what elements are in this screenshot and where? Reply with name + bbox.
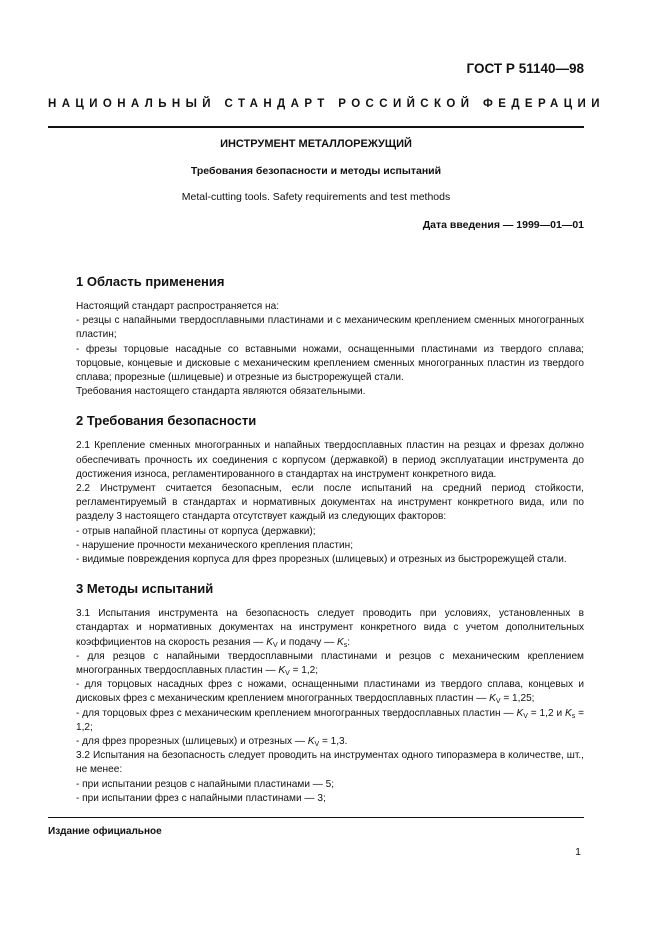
paragraph: 2.2 Инструмент считается безопасным, если после испытаний на средний период стойкости, регламентируемый в стандартах и нормативных документах на инструмент конкретного вида, или по разделу 3 настоящего стандарта отсутствует каждый из следующих факторов: (76, 483, 584, 523)
edition-note: Издание официальное (48, 826, 162, 837)
document-title: ИНСТРУМЕНТ МЕТАЛЛОРЕЖУЩИЙ (220, 138, 412, 150)
paragraph: - при испытании резцов с напайными пластинами — 5; (76, 778, 335, 790)
paragraph: - резцы с напайными твердосплавными пластинами и с механическим креплением сменных многогранных пластин; (76, 315, 584, 341)
paragraph: - для торцовых фрез с механическим креплением многогранных твердосплавных пластин — $K_V = 1,2$ и $K_s = 1,2$; (76, 707, 584, 733)
document-number: ГОСТ Р 51140—98 (466, 61, 584, 76)
paragraph: 3.2 Испытания на безопасность следует проводить на инструментах одного типоразмера в количестве, шт., не менее: (76, 750, 584, 776)
document-subtitle-english: Metal-cutting tools. Safety requirements and test methods (181, 191, 451, 203)
paragraph: - отрыв напайной пластины от корпуса (державки); (76, 525, 316, 537)
title-block (48, 138, 584, 203)
document-body (76, 274, 584, 806)
paragraph: - фрезы торцовые насадные со вставными ножами, оснащенными пластинами из твердого сплава; торцовые, концевые и дисковые с механическим креплением сменных многогранных пластин из твердого сплава; прорезные (шлицевые) и отрезные из быстрорежущей стали. (76, 343, 584, 384)
paragraph: - нарушение прочности механического крепления пластин; (76, 539, 354, 551)
introduction-date: Дата введения — 1999—01—01 (422, 219, 584, 231)
section-1-heading: 1 Область применения (76, 274, 225, 289)
paragraph: - для фрез прорезных (шлицевых) и отрезных — $K_V = 1,3$. (76, 736, 348, 749)
section-2-heading: 2 Требования безопасности (76, 413, 257, 429)
national-standard-heading: НАЦИОНАЛЬНЫЙ СТАНДАРТ РОССИЙСКОЙ ФЕДЕРАЦИИ (48, 98, 605, 110)
paragraph: 2.1 Крепление сменных многогранных и напайных твердосплавных пластин на резцах и фрезах должно обеспечивать прочность их соединения с корпусом (державкой) в период эксплуатации инструмента до достижения износа, регламентированного в стандартах на инструмент конкретного вида. (76, 440, 584, 480)
paragraph: Настоящий стандарт распространяется на: (76, 301, 279, 312)
paragraph: Требования настоящего стандарта являются обязательными. (76, 386, 366, 398)
header-rule (48, 126, 584, 128)
paragraph: - для резцов с напайными твердосплавными пластинами и резцов с механическим креплением многогранных твердосплавных пластин — $K_V = 1,2$; (76, 650, 584, 678)
paragraph: - видимые повреждения корпуса для фрез прорезных (шлицевых) и отрезных из быстрорежущей стали. (76, 554, 567, 566)
paragraph: - при испытании фрез с напайными пластинами — 3; (76, 792, 326, 804)
footer-rule (48, 817, 584, 818)
paragraph: - для торцовых насадных фрез с ножами, оснащенными пластинами из твердого сплава, концевых и дисковых фрез с механическим креплением многогранных твердосплавных пластин — $K_V = 1,25$; (76, 679, 584, 706)
page-number: 1 (575, 846, 581, 858)
paragraph: 3.1 Испытания инструмента на безопасность следует проводить при условиях, установленных в стандартах и нормативных документах на инструмент конкретного вида с учетом дополнительных коэффициентов на скорость резания — $K_V$ и подачу — $K_s$: (76, 608, 584, 649)
section-3-heading: 3 Методы испытаний (76, 581, 214, 597)
document-subtitle: Требования безопасности и методы испытаний (190, 165, 442, 177)
